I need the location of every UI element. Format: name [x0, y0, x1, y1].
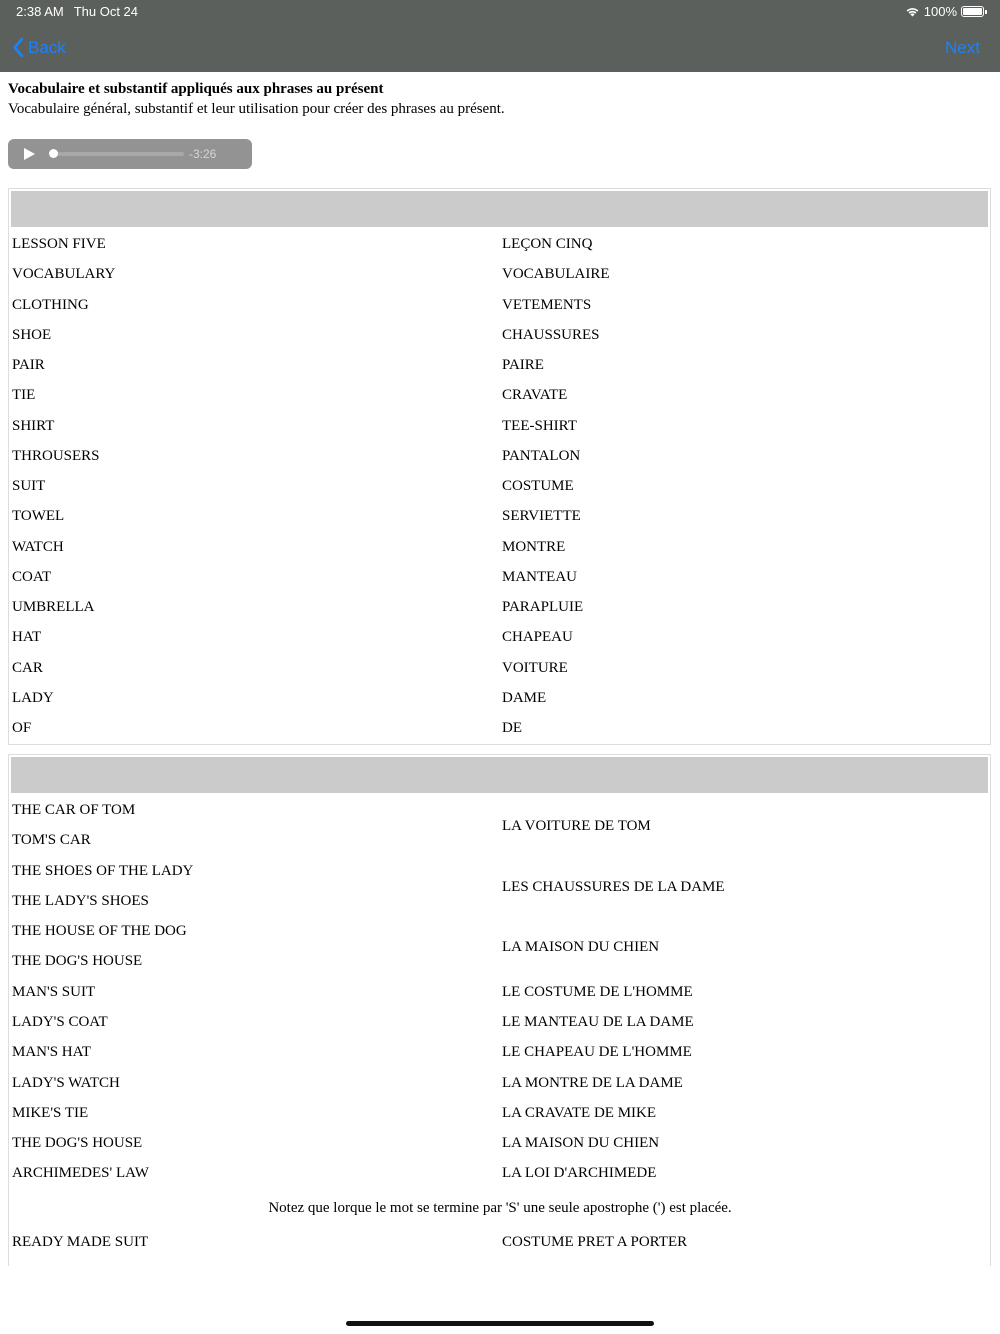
english-phrase: TOM'S CAR [12, 832, 91, 848]
english-phrase: THE DOG'S HOUSE [12, 1135, 143, 1151]
status-bar-left [16, 4, 138, 19]
french-term: PANTALON [502, 448, 581, 464]
english-term: HAT [12, 629, 42, 645]
french-term: PAIRE [502, 357, 544, 373]
english-term: UMBRELLA [12, 599, 95, 615]
english-term: CAR [12, 660, 43, 676]
english-phrase: THE CAR OF TOM [12, 802, 136, 818]
english-term: OF [12, 720, 32, 736]
english-term: COAT [12, 569, 52, 585]
battery-icon [961, 6, 984, 17]
french-term: CHAUSSURES [502, 327, 600, 343]
french-term: COSTUME [502, 478, 574, 494]
english-term: LADY [12, 690, 54, 706]
french-phrase: LE COSTUME DE L'HOMME [502, 984, 693, 1000]
english-term: SUIT [12, 478, 46, 494]
french-term: VOITURE [502, 660, 568, 676]
french-term: PARAPLUIE [502, 599, 584, 615]
french-term: TEE-SHIRT [502, 418, 577, 434]
french-phrase: LA MAISON DU CHIEN [502, 1135, 660, 1151]
audio-progress-knob[interactable] [49, 149, 58, 158]
french-term: CRAVATE [502, 387, 568, 403]
back-button-label: Back [28, 37, 66, 57]
status-time: 2:38 AM [16, 4, 64, 19]
english-phrase: THE HOUSE OF THE DOG [12, 923, 187, 939]
french-term: DE [502, 720, 522, 736]
english-term: LESSON FIVE [12, 236, 106, 252]
back-button[interactable] [12, 37, 66, 58]
french-term: MONTRE [502, 539, 566, 555]
french-phrase: LES CHAUSSURES DE LA DAME [502, 879, 725, 895]
status-bar-right [905, 4, 984, 19]
english-term: SHOE [12, 327, 52, 343]
french-phrase: LA LOI D'ARCHIMEDE [502, 1165, 657, 1181]
english-phrase: MAN'S SUIT [12, 984, 96, 1000]
french-term: VETEMENTS [502, 297, 592, 313]
home-indicator [346, 1321, 654, 1326]
battery-percent: 100% [923, 4, 957, 19]
french-term: CHAPEAU [502, 629, 573, 645]
french-phrase: LA CRAVATE DE MIKE [502, 1105, 657, 1121]
navigation-bar [0, 0, 1000, 72]
french-phrase: LA VOITURE DE TOM [502, 818, 651, 834]
lesson-title: Vocabulaire et substantif appliqués aux phrases au présent [8, 81, 384, 97]
next-button[interactable]: Next [945, 38, 980, 57]
chevron-left-icon [12, 37, 24, 58]
english-term: WATCH [12, 539, 64, 555]
english-term: THROUSERS [12, 448, 100, 464]
french-term: VOCABULAIRE [502, 266, 610, 282]
french-phrase: LE CHAPEAU DE L'HOMME [502, 1044, 692, 1060]
english-phrase: LADY'S COAT [12, 1014, 108, 1030]
french-term: LEÇON CINQ [502, 236, 593, 252]
wifi-icon [905, 6, 920, 17]
french-phrase: LE MANTEAU DE LA DAME [502, 1014, 694, 1030]
audio-time-remaining: -3:26 [189, 147, 217, 161]
french-term: DAME [502, 690, 547, 706]
table-header [11, 757, 988, 793]
phrase-table [8, 754, 991, 1266]
english-phrase: THE SHOES OF THE LADY [12, 863, 194, 879]
english-phrase: THE LADY'S SHOES [12, 893, 149, 909]
french-phrase: LA MONTRE DE LA DAME [502, 1075, 683, 1091]
english-term: TOWEL [12, 508, 65, 524]
english-phrase: ARCHIMEDES' LAW [12, 1165, 149, 1181]
english-term: PAIR [12, 357, 45, 373]
audio-player [8, 139, 252, 169]
english-phrase: MAN'S HAT [12, 1044, 91, 1060]
french-term: SERVIETTE [502, 508, 581, 524]
vocabulary-table [8, 188, 991, 745]
french-phrase: COSTUME PRET A PORTER [502, 1234, 688, 1250]
table-header [11, 191, 988, 227]
english-term: SHIRT [12, 418, 55, 434]
lesson-subtitle: Vocabulaire général, substantif et leur utilisation pour créer des phrases au présent. [8, 101, 505, 117]
english-phrase: LADY'S WATCH [12, 1075, 120, 1091]
english-term: TIE [12, 387, 36, 403]
status-date: Thu Oct 24 [73, 4, 139, 19]
english-term: CLOTHING [12, 297, 89, 313]
audio-progress-track[interactable] [52, 152, 184, 156]
english-phrase: MIKE'S TIE [12, 1105, 89, 1121]
english-term: VOCABULARY [12, 266, 116, 282]
apostrophe-note: Notez que lorque le mot se termine par 'S' une seule apostrophe (') est placée. [268, 1200, 732, 1216]
english-phrase: THE DOG'S HOUSE [12, 953, 143, 969]
english-phrase: READY MADE SUIT [12, 1234, 149, 1250]
french-term: MANTEAU [502, 569, 577, 585]
play-icon[interactable] [24, 148, 35, 160]
french-phrase: LA MAISON DU CHIEN [502, 939, 660, 955]
